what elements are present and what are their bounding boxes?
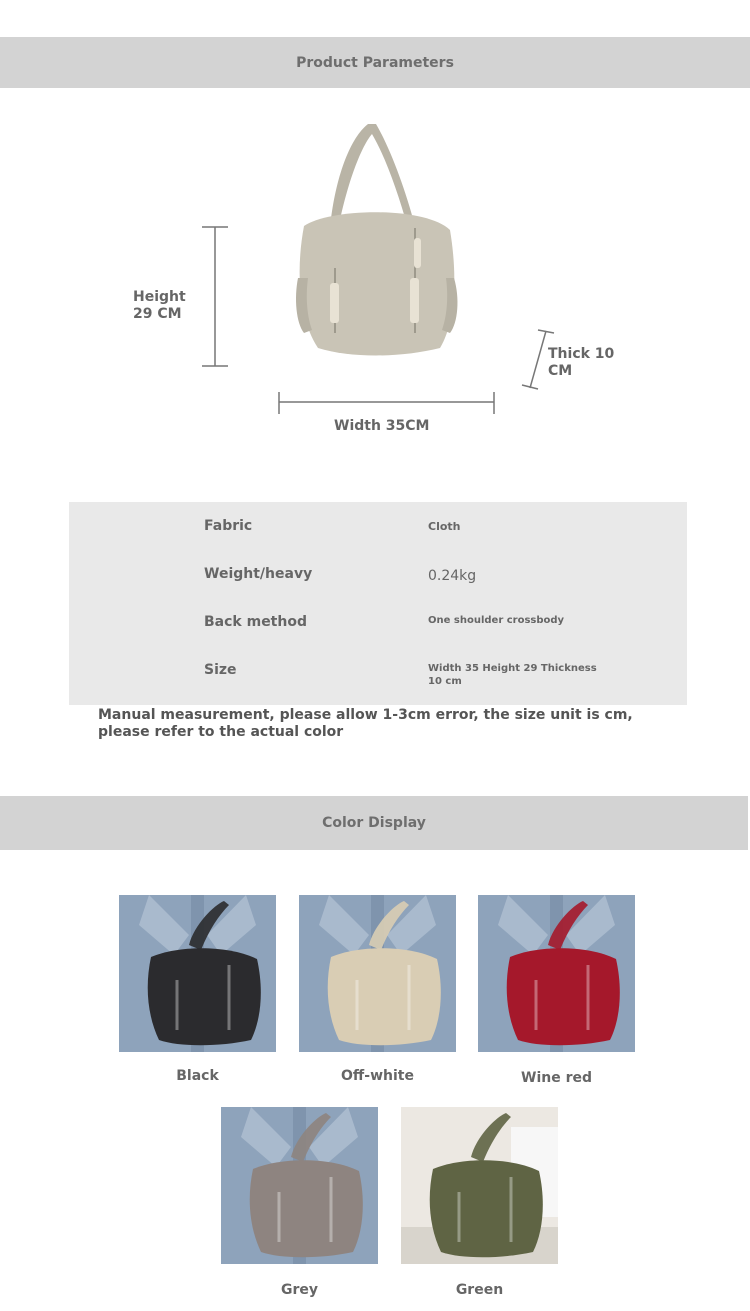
color-name: Wine red [521,1070,592,1086]
param-value: Width 35 Height 29 Thickness 10 cm [428,663,597,687]
width-marker [277,390,497,416]
color-name: Grey [280,1282,319,1298]
section-banner-colors [0,796,748,850]
width-label: Width 35CM [334,418,430,434]
color-swatch-image[interactable] [478,895,635,1052]
table-row [69,564,687,594]
param-value: One shoulder crossbody [428,615,565,626]
product-bag-image [290,118,465,358]
color-swatch-image[interactable] [401,1107,558,1264]
height-label: Height 29 CM [133,289,186,322]
param-value: Cloth [428,520,461,533]
table-row [69,660,687,700]
color-name: Black [176,1068,219,1084]
color-name: Green [455,1282,504,1298]
measurement-note: Manual measurement, please allow 1-3cm error, the size unit is cm, please refer to the actual color [98,707,633,740]
color-swatch-image[interactable] [221,1107,378,1264]
param-value: 0.24kg [428,568,477,584]
param-label: Back method [204,614,307,630]
table-row [69,516,687,546]
table-row [69,612,687,642]
param-label: Size [204,662,237,678]
section-title: Color Display [322,815,426,831]
parameter-table [69,502,687,705]
color-swatch-image[interactable] [299,895,456,1052]
color-swatch-image[interactable] [119,895,276,1052]
section-banner-params [0,37,750,88]
thickness-label: Thick 10 CM [548,346,615,379]
color-name: Off-white [341,1068,414,1084]
section-title: Product Parameters [296,54,454,71]
param-label: Fabric [204,518,253,534]
param-label: Weight/heavy [204,566,313,582]
